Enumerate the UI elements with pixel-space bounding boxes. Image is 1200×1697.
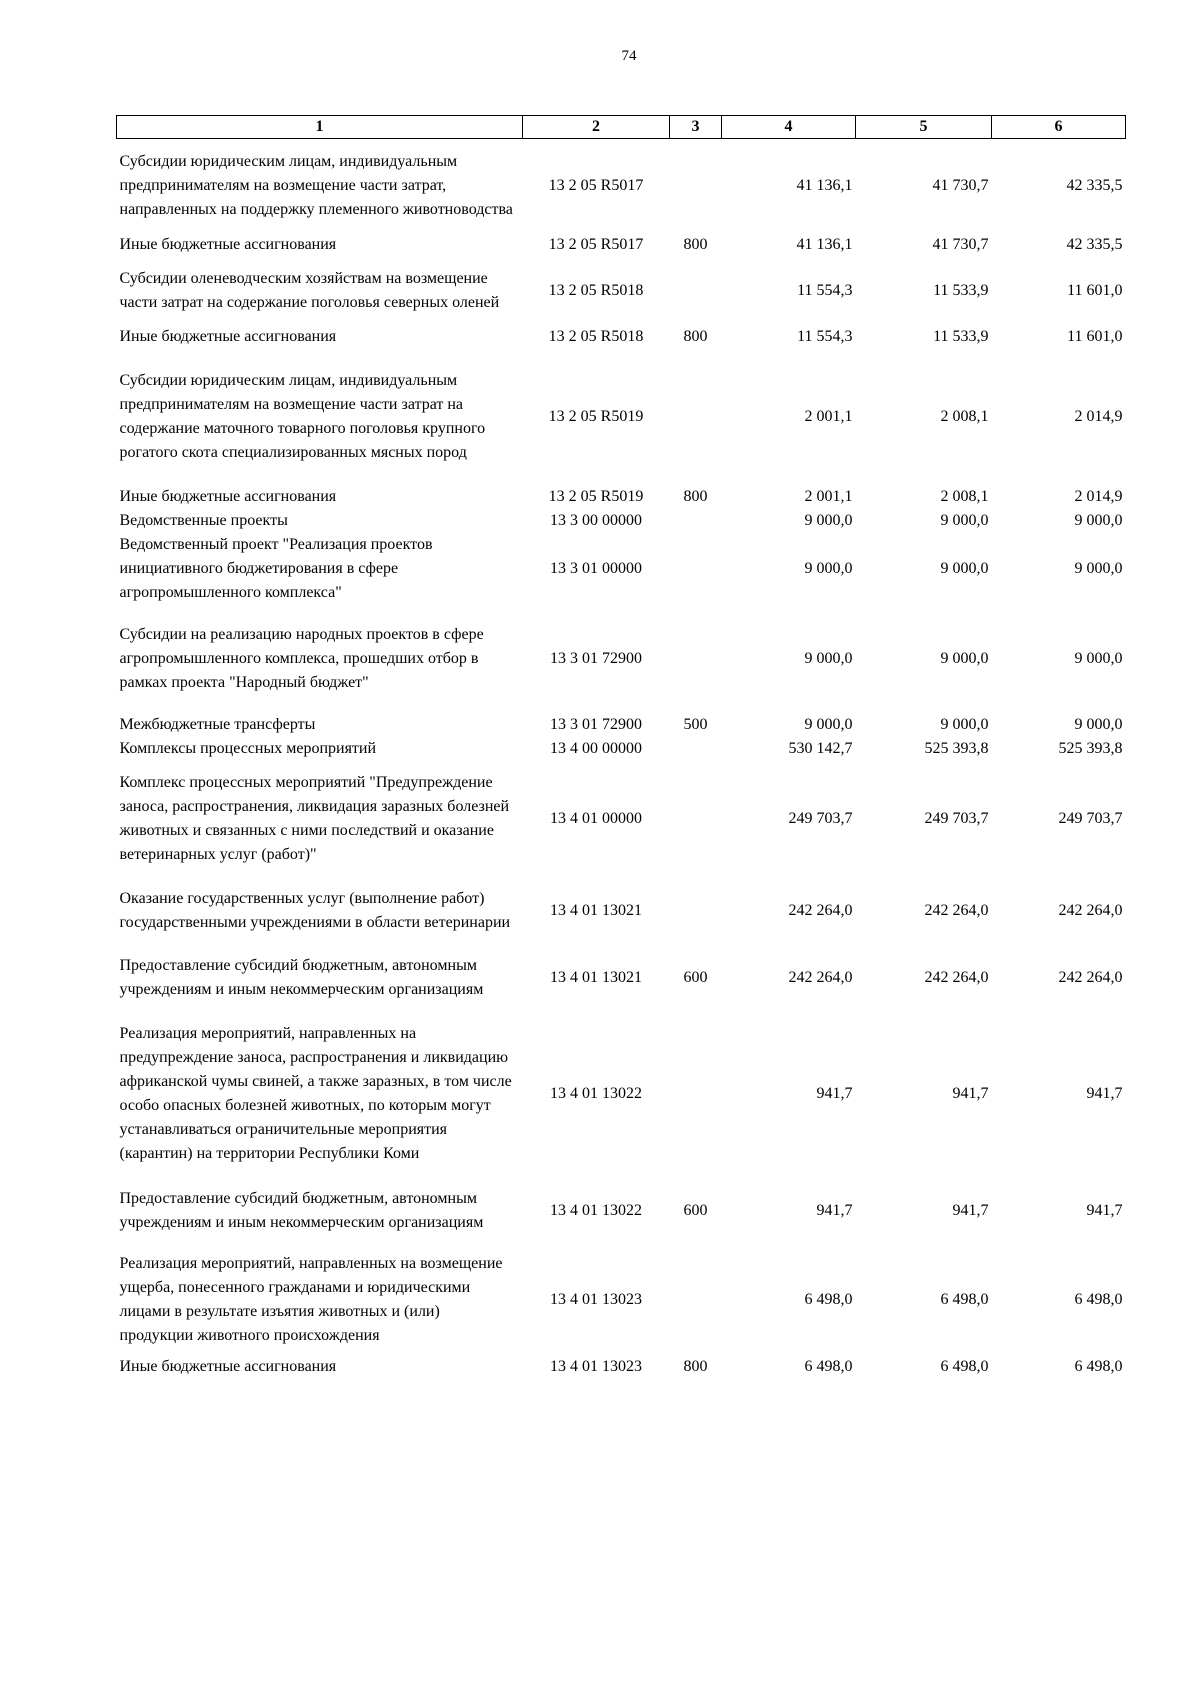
row-value-1: 6 498,0 xyxy=(804,1357,853,1375)
row-value-3: 242 264,0 xyxy=(1058,901,1123,919)
row-type xyxy=(670,257,722,325)
row-type: 800 xyxy=(683,487,708,505)
row-value-2: 941,7 xyxy=(952,1084,989,1102)
row-value-1: 11 554,3 xyxy=(797,281,853,299)
row-value-1: 9 000,0 xyxy=(804,715,853,733)
row-value-3: 249 703,7 xyxy=(1058,809,1123,827)
row-name: Комплексы процессных мероприятий xyxy=(119,739,377,757)
row-code: 13 4 01 13023 xyxy=(550,1357,642,1375)
row-name: Субсидии оленеводческим хозяйствам на возмещение части затрат на содержание поголовья северных оленей xyxy=(119,269,500,311)
row-code: 13 4 01 13021 xyxy=(550,968,642,986)
row-code: 13 2 05 R5019 xyxy=(548,487,644,505)
row-value-3: 42 335,5 xyxy=(1066,176,1123,194)
row-name: Иные бюджетные ассигнования xyxy=(119,235,337,253)
row-name: Реализация мероприятий, направленных на предупреждение заноса, распространения и ликвидацию африканской чумы свиней, а также заразных, в том числе особо опасных болезней животных, по которым могут устанавливаться ограничительные мероприятия (карантин) на территории Республики Коми xyxy=(119,1024,512,1162)
table-row xyxy=(117,485,1126,509)
row-value-2: 249 703,7 xyxy=(924,809,989,827)
row-type xyxy=(670,877,722,945)
row-type xyxy=(670,509,722,533)
row-value-2: 41 730,7 xyxy=(932,235,989,253)
table-row xyxy=(117,877,1126,945)
row-value-1: 2 001,1 xyxy=(804,407,853,425)
table-header-row xyxy=(117,116,1126,139)
row-value-1: 11 554,3 xyxy=(797,327,853,345)
row-type xyxy=(670,737,722,761)
row-code: 13 4 00 00000 xyxy=(550,739,642,757)
row-type: 800 xyxy=(683,327,708,345)
row-value-1: 941,7 xyxy=(816,1201,853,1219)
row-value-2: 242 264,0 xyxy=(924,901,989,919)
row-value-1: 941,7 xyxy=(816,1084,853,1102)
row-code: 13 2 05 R5019 xyxy=(548,407,644,425)
table-row xyxy=(117,1245,1126,1355)
row-value-1: 41 136,1 xyxy=(796,176,853,194)
table-row xyxy=(117,533,1126,605)
row-value-2: 6 498,0 xyxy=(940,1290,989,1308)
row-value-3: 11 601,0 xyxy=(1067,327,1123,345)
table-row xyxy=(117,945,1126,1011)
row-type: 500 xyxy=(683,715,708,733)
row-type xyxy=(670,533,722,605)
row-code: 13 2 05 R5018 xyxy=(548,327,644,345)
row-value-1: 2 001,1 xyxy=(804,487,853,505)
row-value-2: 11 533,9 xyxy=(933,327,989,345)
row-value-1: 530 142,7 xyxy=(788,739,853,757)
row-type xyxy=(670,761,722,877)
table-row xyxy=(117,1355,1126,1379)
row-code: 13 3 01 72900 xyxy=(550,715,642,733)
row-name: Иные бюджетные ассигнования xyxy=(119,327,337,345)
table-row xyxy=(117,233,1126,257)
row-value-3: 2 014,9 xyxy=(1074,407,1123,425)
row-name: Предоставление субсидий бюджетным, автономным учреждениям и иным некоммерческим организациям xyxy=(119,1189,484,1231)
table-row xyxy=(117,1177,1126,1245)
column-header-5: 5 xyxy=(856,116,992,139)
row-value-1: 9 000,0 xyxy=(804,559,853,577)
row-code: 13 3 01 72900 xyxy=(550,649,642,667)
row-name: Субсидии на реализацию народных проектов в сфере агропромышленного комплекса, прошедших отбор в рамках проекта "Народный бюджет" xyxy=(119,625,484,691)
row-value-2: 525 393,8 xyxy=(924,739,989,757)
row-value-3: 6 498,0 xyxy=(1074,1357,1123,1375)
row-value-2: 2 008,1 xyxy=(940,487,989,505)
row-code: 13 4 01 13022 xyxy=(550,1084,642,1102)
column-header-2: 2 xyxy=(523,116,670,139)
row-code: 13 4 01 13023 xyxy=(550,1290,642,1308)
table-body xyxy=(117,139,1126,1379)
table-row xyxy=(117,139,1126,233)
row-value-3: 11 601,0 xyxy=(1067,281,1123,299)
row-name: Ведомственный проект "Реализация проектов инициативного бюджетирования в сфере агропромышленного комплекса" xyxy=(119,535,433,601)
row-value-3: 9 000,0 xyxy=(1074,559,1123,577)
row-name: Комплекс процессных мероприятий "Предупреждение заноса, распространения, ликвидация заразных болезней животных и связанных с ними последствий и оказание ветеринарных услуг (работ)" xyxy=(119,773,510,863)
row-type xyxy=(670,1011,722,1177)
table-row xyxy=(117,713,1126,737)
page-number: 74 xyxy=(621,48,637,64)
row-value-2: 9 000,0 xyxy=(940,649,989,667)
row-name: Субсидии юридическим лицам, индивидуальным предпринимателям на возмещение части затрат, направленных на поддержку племенного животноводства xyxy=(119,152,513,218)
row-value-1: 6 498,0 xyxy=(804,1290,853,1308)
row-value-3: 941,7 xyxy=(1086,1201,1123,1219)
row-value-2: 941,7 xyxy=(952,1201,989,1219)
row-type: 600 xyxy=(683,1201,708,1219)
table-row xyxy=(117,761,1126,877)
row-value-2: 2 008,1 xyxy=(940,407,989,425)
row-type: 800 xyxy=(683,235,708,253)
row-type: 800 xyxy=(683,1357,708,1375)
row-value-1: 9 000,0 xyxy=(804,511,853,529)
column-header-6: 6 xyxy=(992,116,1126,139)
row-value-1: 249 703,7 xyxy=(788,809,853,827)
table-row xyxy=(117,509,1126,533)
row-value-2: 41 730,7 xyxy=(932,176,989,194)
row-name: Иные бюджетные ассигнования xyxy=(119,487,337,505)
row-value-3: 525 393,8 xyxy=(1058,739,1123,757)
row-value-3: 9 000,0 xyxy=(1074,649,1123,667)
row-value-2: 9 000,0 xyxy=(940,715,989,733)
table-row xyxy=(117,257,1126,325)
table-row xyxy=(117,349,1126,485)
row-code: 13 2 05 R5018 xyxy=(548,281,644,299)
row-value-3: 941,7 xyxy=(1086,1084,1123,1102)
row-name: Ведомственные проекты xyxy=(119,511,288,529)
row-name: Оказание государственных услуг (выполнение работ) государственными учреждениями в области ветеринарии xyxy=(119,889,511,931)
column-header-3: 3 xyxy=(670,116,722,139)
row-type xyxy=(670,1245,722,1355)
row-code: 13 4 01 00000 xyxy=(550,809,642,827)
row-value-3: 2 014,9 xyxy=(1074,487,1123,505)
row-value-3: 9 000,0 xyxy=(1074,715,1123,733)
table-row xyxy=(117,325,1126,349)
row-name: Межбюджетные трансферты xyxy=(119,715,316,733)
row-code: 13 3 00 00000 xyxy=(550,511,642,529)
row-value-1: 9 000,0 xyxy=(804,649,853,667)
row-type: 600 xyxy=(683,968,708,986)
row-value-1: 242 264,0 xyxy=(788,901,853,919)
row-type xyxy=(670,349,722,485)
row-value-2: 242 264,0 xyxy=(924,968,989,986)
row-value-2: 11 533,9 xyxy=(933,281,989,299)
table-row xyxy=(117,605,1126,713)
row-value-2: 6 498,0 xyxy=(940,1357,989,1375)
row-code: 13 4 01 13022 xyxy=(550,1201,642,1219)
row-code: 13 2 05 R5017 xyxy=(548,176,644,194)
row-code: 13 3 01 00000 xyxy=(550,559,642,577)
row-code: 13 2 05 R5017 xyxy=(548,235,644,253)
column-header-1: 1 xyxy=(117,116,523,139)
row-type xyxy=(670,605,722,713)
row-code: 13 4 01 13021 xyxy=(550,901,642,919)
table-row xyxy=(117,1011,1126,1177)
column-header-4: 4 xyxy=(722,116,856,139)
row-value-2: 9 000,0 xyxy=(940,511,989,529)
row-value-1: 242 264,0 xyxy=(788,968,853,986)
row-type xyxy=(670,139,722,233)
row-name: Субсидии юридическим лицам, индивидуальным предпринимателям на возмещение части затрат на содержание маточного товарного поголовья крупного рогатого скота специализированных мясных пород xyxy=(119,371,486,461)
row-value-3: 242 264,0 xyxy=(1058,968,1123,986)
row-value-3: 9 000,0 xyxy=(1074,511,1123,529)
row-name: Иные бюджетные ассигнования xyxy=(119,1357,337,1375)
row-name: Реализация мероприятий, направленных на возмещение ущерба, понесенного гражданами и юридическими лицами в результате изъятия животных и (или) продукции животного происхождения xyxy=(119,1254,503,1344)
budget-table xyxy=(116,115,1126,1379)
row-value-3: 6 498,0 xyxy=(1074,1290,1123,1308)
row-name: Предоставление субсидий бюджетным, автономным учреждениям и иным некоммерческим организациям xyxy=(119,956,484,998)
table-row xyxy=(117,737,1126,761)
row-value-2: 9 000,0 xyxy=(940,559,989,577)
row-value-1: 41 136,1 xyxy=(796,235,853,253)
row-value-3: 42 335,5 xyxy=(1066,235,1123,253)
